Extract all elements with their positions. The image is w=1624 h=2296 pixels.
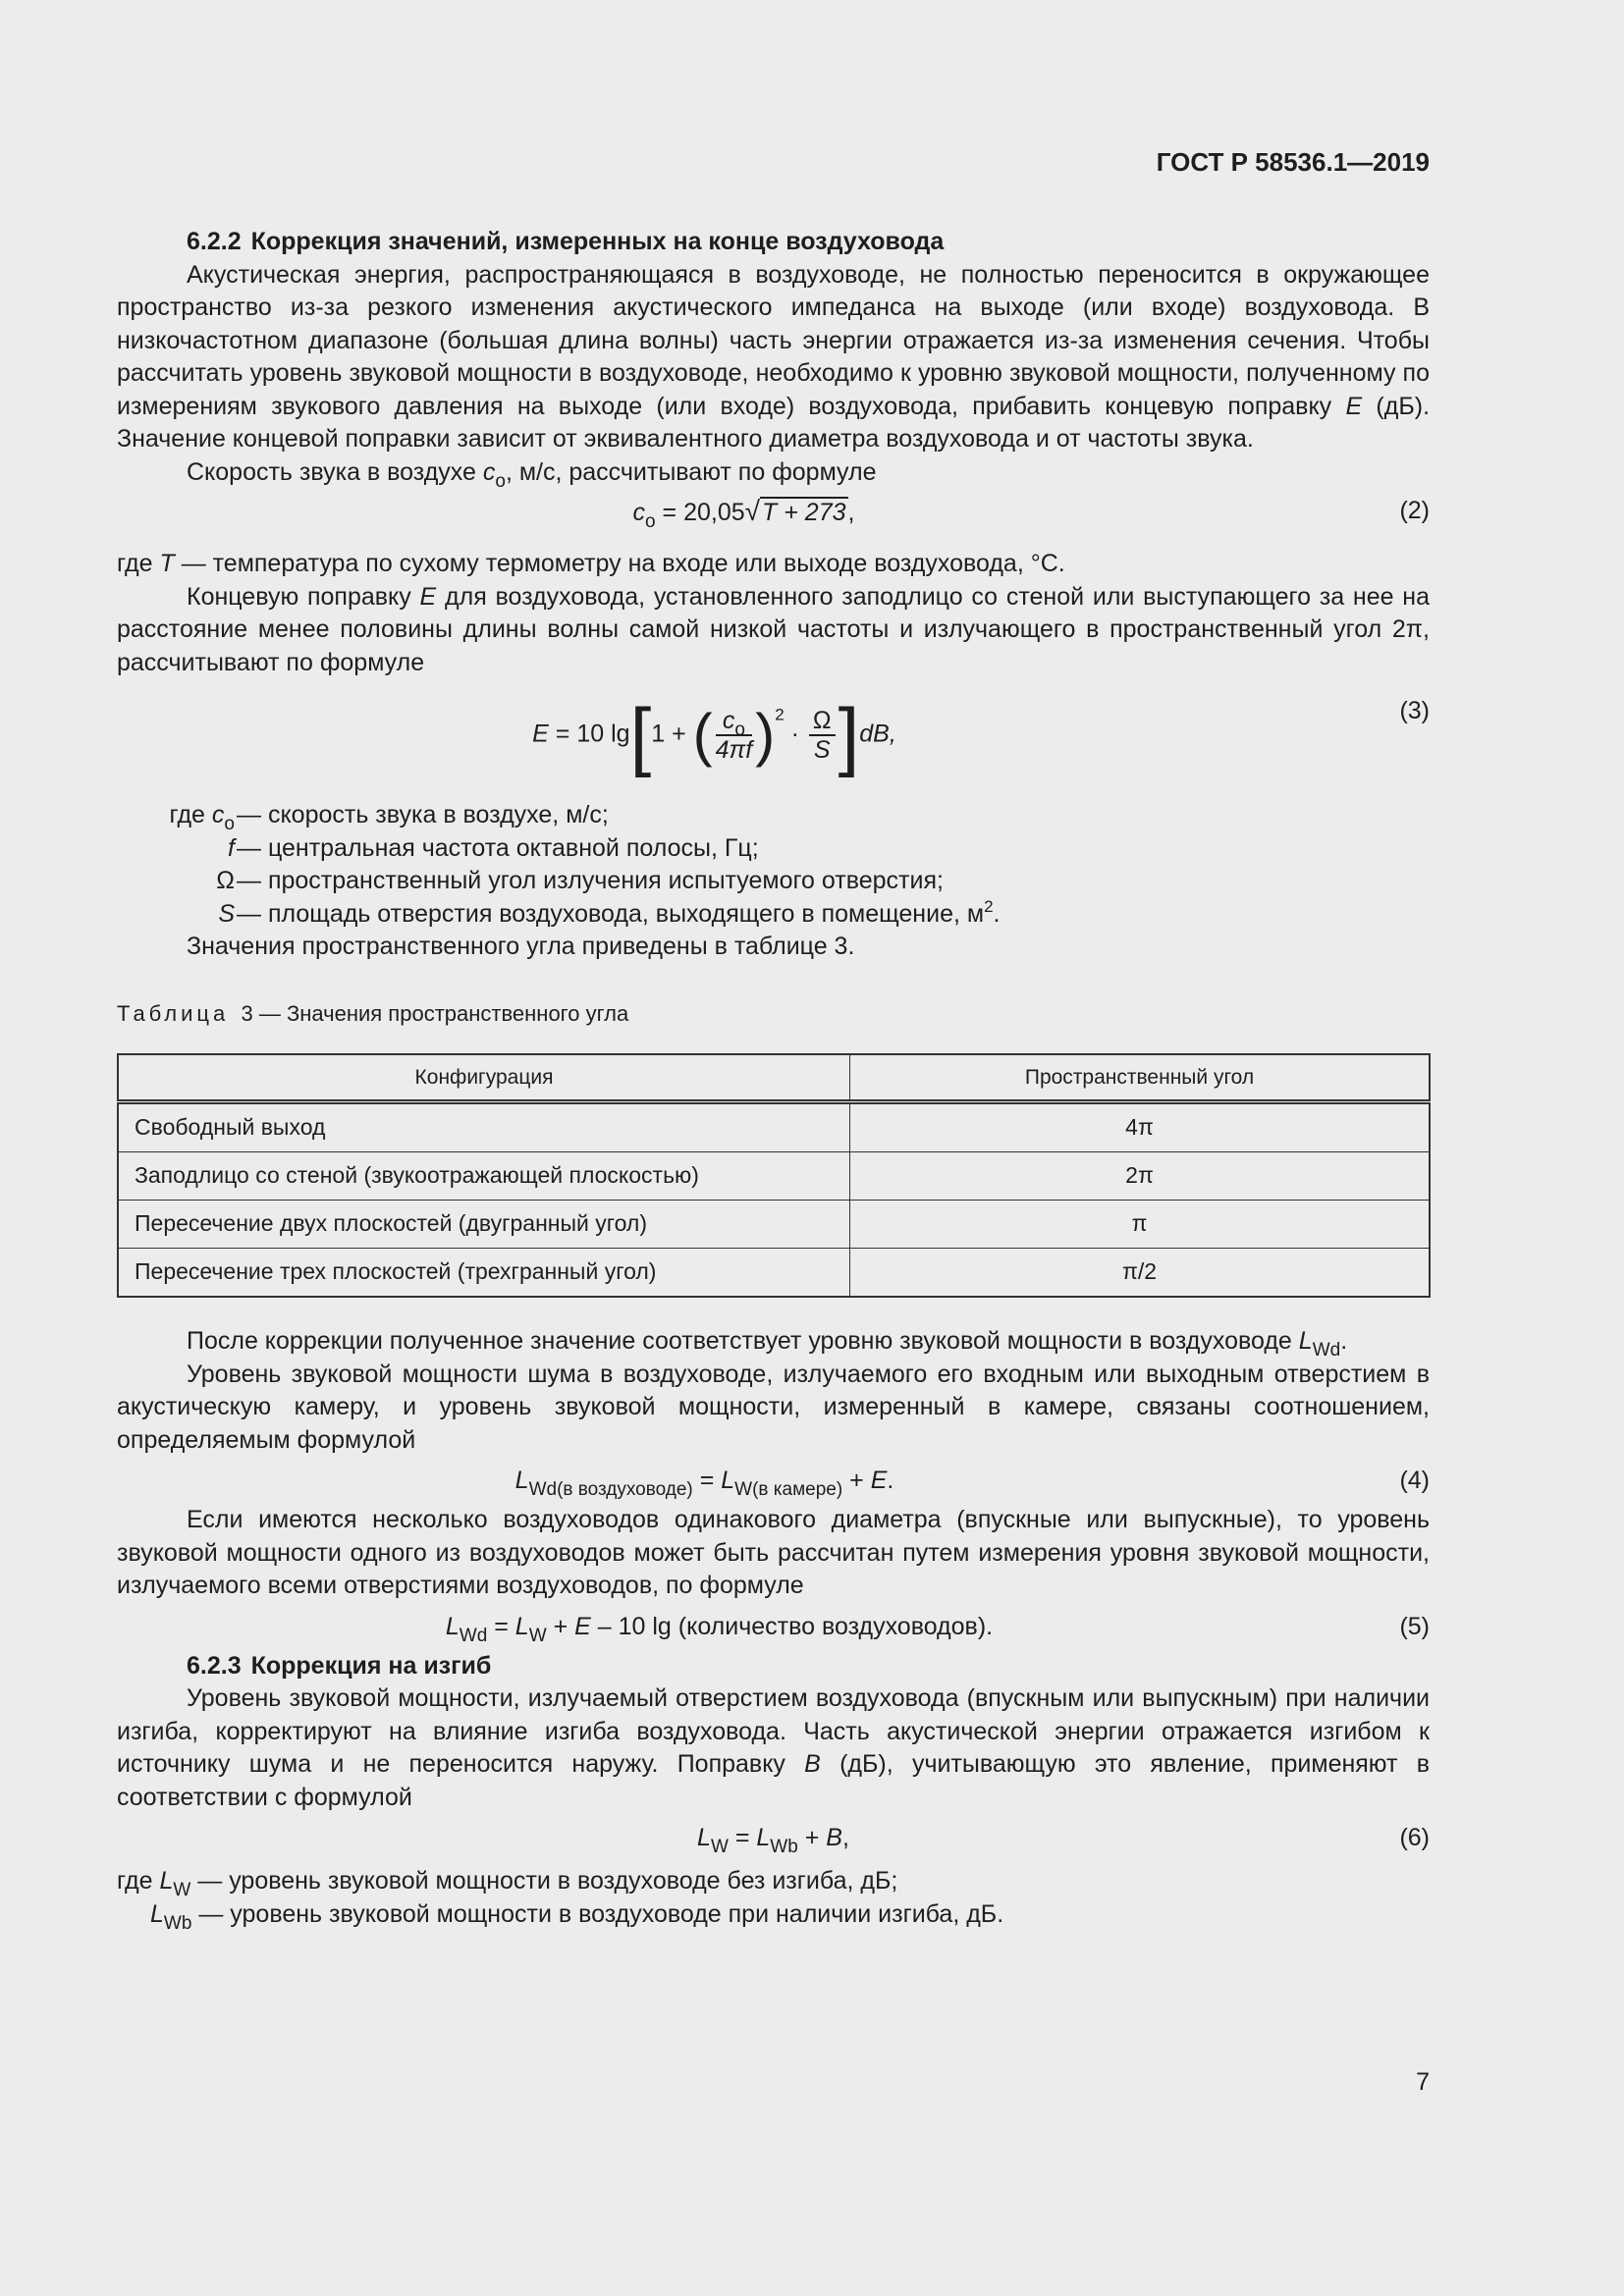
caption-label: Таблица (117, 1000, 230, 1026)
formula-symbol: L (514, 1612, 529, 1640)
paragraph-text: Концевую поправку (187, 582, 411, 611)
exponent: 2 (775, 706, 785, 724)
formula-text: + (546, 1612, 575, 1640)
formula-symbol: L (514, 1467, 529, 1494)
sqrt-radicand (760, 497, 847, 526)
formula-number: (5) (1399, 1612, 1430, 1640)
formula-3: E = 10 lg[1 + ( $\frac{c_o}{4\pi f}$ )$^2$ · $\frac{\Omega}{S}$ ]dB, (3) (532, 692, 1430, 779)
fraction (809, 707, 836, 764)
where-text: . (993, 899, 1001, 928)
where-label: где (117, 1867, 153, 1895)
paragraph-text: Акустическая энергия, распространяющаяся в воздуховоде, не полностью переносится в окружающее пространство из-за резкого изменения акустического импеданса на выходе (или входе) воздуховода. В низкочастотном диапазоне (большая длина волны) часть энергии отражается из-за изменения сечения. Чтобы рассчитать уровень звуковой мощности в воздуховоде, необходимо к уровню звуковой мощности, полученному по измерениям звукового давления на выходе (или входе) воздуховода, прибавить концевую поправку (117, 260, 1430, 420)
subscript: o (495, 470, 506, 492)
paragraph-text: Скорость звука в воздухе (187, 457, 476, 486)
section-heading-6-2-3 (117, 1650, 1430, 1683)
formula-5 (117, 1611, 1430, 1650)
paragraph-text: (дБ). Значение концевой поправки зависит от эквивалентного диаметра воздуховода и от частоты звука. (117, 392, 1431, 453)
table-cell: 4π (850, 1102, 1431, 1152)
table-header-row (118, 1054, 1430, 1102)
paragraph-bend (117, 1682, 1430, 1814)
formula-symbol: Ω (809, 707, 836, 736)
column-header: Конфигурация (118, 1054, 850, 1102)
paragraph-relation: Уровень звуковой мощности шума в воздуховоде, излучаемого его входным или выходным отверстием в акустическую камеру, и уровень звуковой мощности, измеренный в камере, связаны соотношением, определяемым формулой (117, 1360, 1430, 1454)
subscript: W(в камере) (734, 1479, 843, 1500)
formula-symbol: 4πf (715, 736, 753, 765)
paragraph-text: . (1340, 1327, 1348, 1355)
formula-2: $c_o = 20,05√T + 273$, (2) (632, 496, 1430, 532)
where-c (117, 799, 1430, 832)
formula-text: + (797, 1824, 827, 1851)
formula-symbol: L (756, 1824, 771, 1851)
paragraph-text: Уровень звуковой мощности, излучаемый отверстием воздуховода (впускным или выпускным) при наличии изгиба, корректируют на влияние изгиба воздуховода. Часть акустической энергии отражается изгибом к источнику шума и не переносится наружу. Поправку (117, 1684, 1430, 1778)
paragraph-end-correction (117, 581, 1430, 680)
page-content (117, 0, 1431, 1934)
paragraph-speed-of-sound (117, 456, 1430, 490)
formula-text: , (841, 1824, 849, 1851)
subscript: Wd (459, 1625, 488, 1646)
where-text: — пространственный угол излучения испытуемого отверстия; (237, 867, 944, 894)
fraction (716, 707, 753, 764)
section-number: 6.2.3 (187, 1651, 242, 1680)
where-omega (117, 865, 1430, 898)
paragraph-text: После коррекции полученное значение соответствует уровню звуковой мощности в воздуховоде (187, 1327, 1292, 1355)
formula-text: · (784, 721, 806, 748)
table-cell: π/2 (850, 1249, 1431, 1298)
formula-symbol: E (532, 721, 549, 748)
symbol-T: T (159, 550, 175, 577)
formula-text: , (847, 499, 855, 526)
section-title: Коррекция на изгиб (250, 1651, 492, 1680)
formula-text: = 10 lg (548, 721, 630, 748)
formula-symbol: S (813, 736, 831, 765)
where-LW (117, 1865, 1430, 1898)
formula-symbol: c (722, 707, 735, 735)
paragraph-text: для воздуховода, установленного заподлицо со стеной или выступающего за нее на расстояние менее половины длины волны самой низкой частоты и излучающего в пространственный угол 2π, рассчитывают по формуле (117, 582, 1431, 676)
symbol-c: c (482, 457, 496, 486)
paragraph-after-correction (117, 1325, 1430, 1359)
symbol-L: L (1298, 1327, 1313, 1355)
formula-text: = (692, 1467, 722, 1494)
subscript: Wd (1312, 1340, 1341, 1361)
table-cell: Пересечение трех плоскостей (трехгранный угол) (118, 1249, 850, 1298)
table-row (118, 1249, 1430, 1298)
formula-4 (117, 1465, 1430, 1504)
formula-text: 1 + (651, 721, 693, 748)
formula-number: (3) (1399, 697, 1430, 724)
subscript: W (528, 1625, 547, 1646)
subscript: o (734, 720, 745, 741)
table-row (118, 1102, 1430, 1152)
table-cell: Свободный выход (118, 1102, 850, 1152)
where-S (117, 898, 1430, 932)
symbol-B: B (804, 1750, 821, 1778)
subscript: Wb (770, 1837, 798, 1857)
where-label: где (117, 550, 153, 577)
symbol-E: E (419, 582, 437, 611)
table-cell: Заподлицо со стеной (звукоотражающей плоскостью) (118, 1152, 850, 1201)
where-LWb (117, 1898, 1430, 1932)
paragraph-text: , м/с, рассчитывают по формуле (505, 457, 877, 486)
formula-text: – 10 lg (количество воздуховодов). (590, 1612, 994, 1640)
formula-symbol: B (826, 1824, 842, 1851)
subscript: W (710, 1837, 729, 1857)
where-text: — центральная частота октавной полосы, Гц; (237, 833, 759, 862)
symbol-S: S (218, 899, 235, 928)
where-f (117, 832, 1430, 866)
formula-6 (117, 1822, 1430, 1865)
table-cell: 2π (850, 1152, 1431, 1201)
symbol-L: L (159, 1867, 174, 1895)
table-row (118, 1201, 1430, 1249)
symbol-L: L (150, 1899, 164, 1928)
section-heading-6-2-2 (117, 226, 1430, 259)
where-text: — температура по сухому термометру на входе или выходе воздуховода, °С. (181, 550, 1065, 577)
formula-text: T + 273 (762, 499, 846, 526)
symbol-c: c (211, 801, 225, 828)
symbol-omega: Ω (216, 867, 235, 894)
standard-designation: ГОСТ Р 58536.1—2019 (1156, 147, 1430, 177)
where-T (117, 548, 1430, 581)
formula-symbol: L (721, 1467, 735, 1494)
formula-symbol: L (445, 1612, 460, 1640)
formula-text: dB, (859, 721, 896, 748)
paragraph-table-ref: Значения пространственного угла приведены в таблице 3. (187, 933, 855, 960)
where-label: где (169, 801, 205, 828)
column-header: Пространственный угол (850, 1054, 1431, 1102)
subscript: W (173, 1880, 191, 1900)
caption-text: 3 — Значения пространственного угла (241, 1000, 629, 1026)
paragraph-text: (дБ), учитывающую это явление, применяют в соответствии с формулой (117, 1750, 1430, 1811)
formula-number: (2) (1399, 497, 1430, 524)
table-cell: π (850, 1201, 1431, 1249)
formula-symbol: E (574, 1612, 591, 1640)
table-cell: Пересечение двух плоскостей (двугранный угол) (118, 1201, 850, 1249)
formula-text: = (728, 1824, 757, 1851)
subscript: Wb (163, 1912, 192, 1934)
where-text: — уровень звуковой мощности в воздуховоде без изгиба, дБ; (197, 1867, 898, 1895)
table-row (118, 1152, 1430, 1201)
where-text: — скорость звука в воздухе, м/с; (237, 801, 609, 828)
formula-text: = 20,05 (655, 499, 745, 526)
exponent: 2 (984, 896, 994, 916)
symbol-E: E (1345, 392, 1363, 420)
formula-symbol: L (697, 1824, 711, 1851)
paragraph-acoustic-energy (117, 259, 1430, 456)
subscript: o (645, 511, 656, 532)
formula-text: = (487, 1612, 515, 1640)
formula-symbol: E (870, 1467, 888, 1494)
table-caption (117, 997, 1430, 1031)
formula-text: + (842, 1467, 871, 1494)
section-title: Коррекция значений, измеренных на конце воздуховода (250, 228, 945, 255)
where-text: — площадь отверстия воздуховода, выходящего в помещение, м (237, 899, 985, 928)
subscript: Wd(в воздуховоде) (528, 1479, 693, 1500)
formula-number: (6) (1399, 1824, 1430, 1851)
formula-symbol: c (632, 499, 646, 526)
section-number: 6.2.2 (187, 228, 242, 255)
page-number: 7 (1416, 2068, 1430, 2096)
table-solid-angle (117, 1053, 1431, 1298)
formula-number: (4) (1399, 1467, 1430, 1494)
where-text: — уровень звуковой мощности в воздуховоде при наличии изгиба, дБ. (198, 1899, 1004, 1928)
subscript: o (224, 814, 235, 834)
formula-text: . (887, 1467, 894, 1494)
symbol-f: f (228, 833, 235, 862)
paragraph-multiple-ducts: Если имеются несколько воздуховодов одинакового диаметра (впускные или выпускные), то уровень звуковой мощности одного из воздуховодов может быть рассчитан путем измерения уровня звуковой мощности, излучаемого всеми отверстиями воздуховодов, по формуле (117, 1506, 1430, 1599)
